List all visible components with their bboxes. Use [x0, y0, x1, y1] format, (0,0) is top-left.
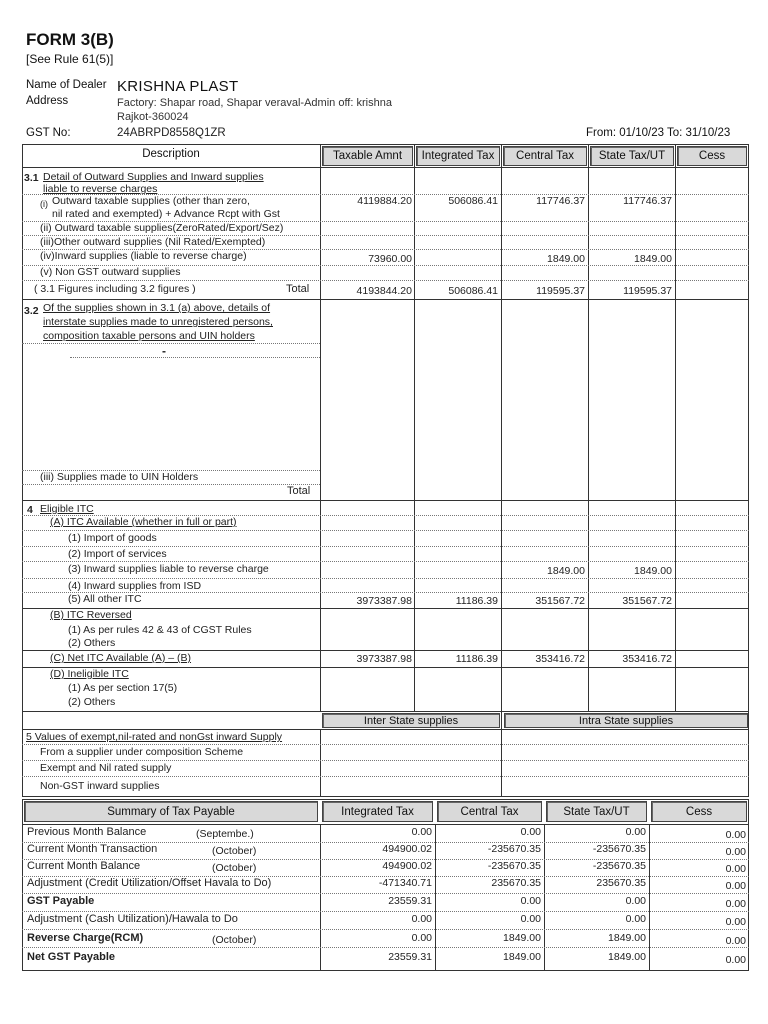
row-i-number: (i): [40, 199, 48, 209]
summary-row-month: (October): [212, 862, 257, 874]
row-4a-5-taxable: 3973387.98: [356, 595, 412, 607]
section-3-1-number: 3.1: [24, 172, 39, 184]
summary-row-label: Adjustment (Credit Utilization/Offset Havala to Do): [27, 877, 272, 889]
summary-row-divider: [22, 929, 749, 930]
row-3-1-total-state: 119595.37: [623, 285, 672, 297]
summary-row-value: 0.00: [725, 880, 746, 892]
summary-row-value: 235670.35: [491, 877, 541, 889]
col-taxable-amnt: Taxable Amnt: [322, 146, 413, 166]
summary-row-value: 23559.31: [388, 895, 432, 907]
row-4a-3-central: 1849.00: [547, 565, 585, 577]
period: From: 01/10/23 To: 31/10/23: [586, 127, 731, 139]
summary-row-divider: [22, 859, 749, 860]
summary-row-label: GST Payable: [27, 895, 95, 907]
col-state-tax: State Tax/UT: [590, 146, 674, 166]
row-uin-holders: (iii) Supplies made to UIN Holders: [40, 471, 199, 483]
row-3-1-total-integrated: 506086.41: [448, 285, 498, 297]
row-iv-central: 1849.00: [547, 253, 585, 265]
col-summary-state: State Tax/UT: [546, 801, 647, 822]
row-iv-state: 1849.00: [634, 253, 672, 265]
row-4d-2: (2) Others: [68, 696, 116, 708]
summary-row-divider: [22, 893, 749, 894]
row-4c-state: 353416.72: [622, 653, 672, 665]
row-5-composition: From a supplier under composition Scheme: [40, 746, 244, 758]
row-i-central: 117746.37: [536, 195, 585, 207]
section-4-number: 4: [27, 504, 33, 516]
row-4d-1: (1) As per section 17(5): [68, 682, 178, 694]
col-intra-state: Intra State supplies: [504, 713, 748, 728]
row-4a-5-state: 351567.72: [622, 595, 672, 607]
row-4a-3: (3) Inward supplies liable to reverse charge: [68, 563, 269, 575]
row-i-integrated: 506086.41: [448, 195, 498, 207]
summary-row-value: 235670.35: [596, 877, 646, 889]
row-5-exempt: Exempt and Nil rated supply: [40, 762, 172, 774]
dealer-label: Name of Dealer: [26, 79, 107, 91]
summary-row-month: (Septembe.): [196, 828, 254, 840]
row-4c: (C) Net ITC Available (A) – (B): [50, 652, 192, 664]
row-4c-central: 353416.72: [535, 653, 585, 665]
section-3-2-text-3: composition taxable persons and UIN holders: [43, 330, 255, 342]
summary-row-value: 0.00: [725, 916, 746, 928]
row-i-text-1: Outward taxable supplies (other than zero,: [52, 195, 250, 207]
col-inter-state: Inter State supplies: [322, 713, 500, 728]
col-integrated-tax: Integrated Tax: [416, 146, 500, 166]
rule-reference: [See Rule 61(5)]: [26, 52, 114, 66]
row-4a-5: (5) All other ITC: [68, 593, 142, 605]
row-3-1-total-central: 119595.37: [536, 285, 585, 297]
summary-row-value: 0.00: [625, 826, 646, 838]
summary-row-label: Current Month Transaction: [27, 843, 158, 855]
summary-row-value: 0.00: [411, 826, 432, 838]
summary-row-value: 1849.00: [503, 932, 541, 944]
summary-row-value: 0.00: [725, 954, 746, 966]
row-iv-taxable: 73960.00: [368, 253, 412, 265]
summary-row-divider: [22, 876, 749, 877]
row-3-1-total-label: Total: [286, 283, 310, 295]
row-3-2-total-label: Total: [287, 485, 311, 497]
summary-row-value: 0.00: [520, 826, 541, 838]
form-title: FORM 3(B): [26, 30, 114, 49]
address-line-2: Rajkot-360024: [117, 111, 189, 123]
summary-row-value: 0.00: [625, 895, 646, 907]
summary-row-value: -235670.35: [592, 860, 646, 872]
row-4a: (A) ITC Available (whether in full or part): [50, 516, 237, 528]
summary-row-value: 0.00: [725, 898, 746, 910]
summary-row-divider: [22, 947, 749, 948]
summary-row-value: -235670.35: [487, 860, 541, 872]
summary-row-value: 0.00: [411, 932, 432, 944]
row-iii: (iii)Other outward supplies (Nil Rated/Exempted): [40, 236, 266, 248]
row-4a-5-integrated: 11186.39: [455, 595, 498, 607]
summary-row-value: 0.00: [725, 935, 746, 947]
row-4c-taxable: 3973387.98: [356, 653, 412, 665]
address-label: Address: [26, 95, 69, 107]
col-description: Description: [142, 148, 200, 160]
gst-number: 24ABRPD8558Q1ZR: [117, 127, 226, 139]
summary-row-value: 23559.31: [388, 951, 432, 963]
row-4b-1: (1) As per rules 42 & 43 of CGST Rules: [68, 624, 252, 636]
section-3-1-title-1: Detail of Outward Supplies and Inward supplies: [43, 171, 264, 183]
summary-row-month: (October): [212, 845, 257, 857]
summary-row-value: 494900.02: [382, 860, 432, 872]
row-4b-2: (2) Others: [68, 637, 116, 649]
row-i-text-2: nil rated and exempted) + Advance Rcpt with Gst: [52, 208, 280, 220]
row-i-state: 117746.37: [623, 195, 672, 207]
col-summary: Summary of Tax Payable: [24, 801, 318, 822]
summary-row-month: (October): [212, 934, 257, 946]
summary-row-label: Previous Month Balance: [27, 826, 147, 838]
col-summary-cess: Cess: [651, 801, 747, 822]
row-figures-note: ( 3.1 Figures including 3.2 figures ): [34, 283, 196, 295]
summary-row-value: -471340.71: [378, 877, 432, 889]
summary-row-value: 1849.00: [608, 951, 646, 963]
summary-row-value: -235670.35: [487, 843, 541, 855]
address-line-1: Factory: Shapar road, Shapar veraval-Admin off: krishna: [117, 97, 392, 109]
row-3-1-total-taxable: 4193844.20: [356, 285, 412, 297]
col-summary-integrated: Integrated Tax: [322, 801, 433, 822]
summary-row-value: 0.00: [411, 913, 432, 925]
col-central-tax: Central Tax: [503, 146, 587, 166]
section-3-2-dash: -: [162, 344, 166, 358]
summary-row-divider: [22, 911, 749, 912]
row-4b: (B) ITC Reversed: [50, 609, 132, 621]
summary-row-label: Reverse Charge(RCM): [27, 932, 144, 944]
row-iv: (iv)Inward supplies (liable to reverse charge): [40, 250, 247, 262]
section-5-title: 5 Values of exempt,nil-rated and nonGst inward Supply: [26, 731, 283, 743]
summary-row-value: 0.00: [725, 829, 746, 841]
gst-label: GST No:: [26, 127, 71, 139]
summary-row-value: 0.00: [725, 846, 746, 858]
row-4a-3-state: 1849.00: [634, 565, 672, 577]
summary-row-value: 0.00: [625, 913, 646, 925]
summary-row-label: Current Month Balance: [27, 860, 141, 872]
row-4a-5-central: 351567.72: [535, 595, 585, 607]
section-3-2-text-2: interstate supplies made to unregistered persons,: [43, 316, 273, 328]
section-3-2-number: 3.2: [24, 305, 39, 317]
row-ii: (ii) Outward taxable supplies(ZeroRated/Export/Sez): [40, 222, 284, 234]
summary-row-label: Net GST Payable: [27, 951, 116, 963]
summary-row-value: 0.00: [520, 913, 541, 925]
row-4a-1: (1) Import of goods: [68, 532, 157, 544]
summary-row-value: 494900.02: [382, 843, 432, 855]
row-4a-4: (4) Inward supplies from ISD: [68, 580, 202, 592]
row-4c-integrated: 11186.39: [455, 653, 498, 665]
col-cess: Cess: [677, 146, 747, 166]
summary-row-value: 1849.00: [608, 932, 646, 944]
dealer-name: KRISHNA PLAST: [117, 78, 239, 95]
summary-row-value: 0.00: [725, 863, 746, 875]
col-summary-central: Central Tax: [437, 801, 542, 822]
summary-row-value: 0.00: [520, 895, 541, 907]
row-i-taxable: 4119884.20: [357, 195, 412, 207]
summary-row-label: Adjustment (Cash Utilization)/Hawala to Do: [27, 913, 238, 925]
summary-row-divider: [22, 842, 749, 843]
row-4d: (D) Ineligible ITC: [50, 668, 129, 680]
section-3-1-title-2: liable to reverse charges: [43, 183, 158, 195]
section-3-2-text-1: Of the supplies shown in 3.1 (a) above, details of: [43, 302, 271, 314]
row-4a-2: (2) Import of services: [68, 548, 167, 560]
section-4-title: Eligible ITC: [40, 503, 94, 515]
summary-row-value: -235670.35: [592, 843, 646, 855]
row-5-non-gst: Non-GST inward supplies: [40, 780, 160, 792]
row-v: (v) Non GST outward supplies: [40, 266, 181, 278]
summary-row-value: 1849.00: [503, 951, 541, 963]
